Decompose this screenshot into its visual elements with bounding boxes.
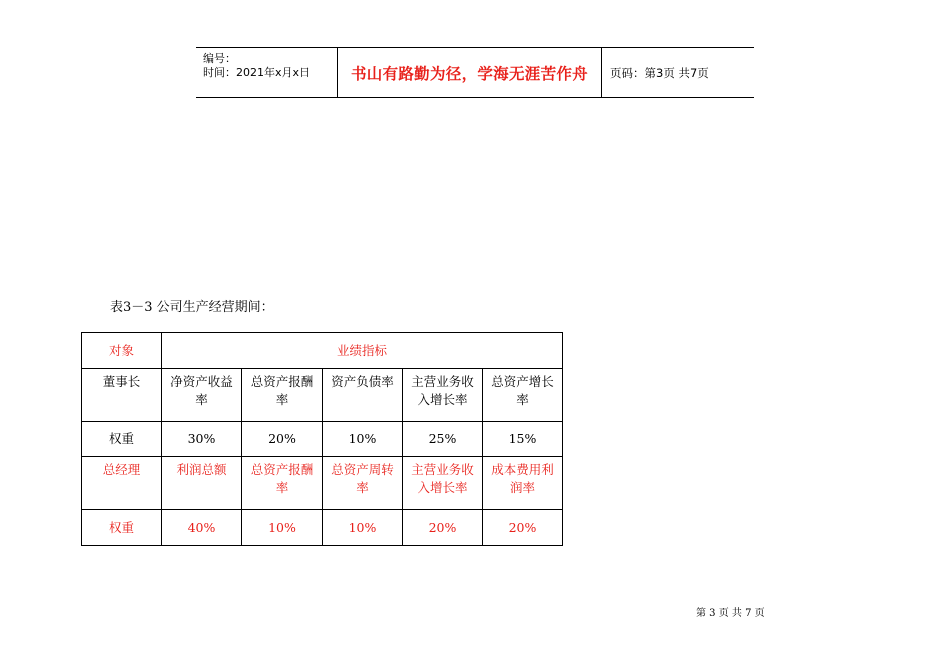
performance-table bbox=[81, 332, 563, 546]
board-weight-cell: 30% bbox=[162, 422, 242, 457]
gm-indicator-cell: 利润总额 bbox=[162, 457, 242, 510]
gm-indicator-cell: 总资产周转率 bbox=[323, 457, 403, 510]
gm-indicator-row bbox=[82, 457, 563, 510]
board-weight-row bbox=[82, 422, 563, 457]
board-weight-cell: 25% bbox=[403, 422, 483, 457]
board-label-cell: 董事长 bbox=[82, 369, 162, 422]
gm-indicator-cell: 总资产报酬率 bbox=[242, 457, 323, 510]
gm-weight-cell: 10% bbox=[323, 510, 403, 546]
gm-indicator-cell: 成本费用利润率 bbox=[483, 457, 563, 510]
number-label: 编号： bbox=[203, 52, 236, 65]
board-indicator-cell: 总资产报酬率 bbox=[242, 369, 323, 422]
board-weight-label-cell: 权重 bbox=[82, 422, 162, 457]
board-indicator-cell: 总资产增长率 bbox=[483, 369, 563, 422]
gm-weight-cell: 20% bbox=[403, 510, 483, 546]
gm-weight-cell: 20% bbox=[483, 510, 563, 546]
gm-weight-row bbox=[82, 510, 563, 546]
header-page-code: 页码：第3页 共7页 bbox=[610, 65, 709, 80]
header-object-cell: 对象 bbox=[82, 333, 162, 369]
table-header-row bbox=[82, 333, 563, 369]
time-label: 时间：2021年x月x日 bbox=[203, 66, 311, 79]
board-indicator-cell: 资产负债率 bbox=[323, 369, 403, 422]
page-footer: 第 3 页 共 7 页 bbox=[696, 608, 765, 619]
board-weight-cell: 20% bbox=[242, 422, 323, 457]
board-indicator-row bbox=[82, 369, 563, 422]
gm-indicator-cell: 主营业务收入增长率 bbox=[403, 457, 483, 510]
board-weight-cell: 15% bbox=[483, 422, 563, 457]
page-header bbox=[196, 47, 754, 98]
header-meta bbox=[196, 48, 338, 97]
gm-weight-label-cell: 权重 bbox=[82, 510, 162, 546]
header-indicator-cell: 业绩指标 bbox=[162, 333, 563, 369]
header-motto: 书山有路勤为径，学海无涯苦作舟 bbox=[338, 48, 602, 97]
board-weight-cell: 10% bbox=[323, 422, 403, 457]
gm-label-cell: 总经理 bbox=[82, 457, 162, 510]
gm-weight-cell: 40% bbox=[162, 510, 242, 546]
board-indicator-cell: 主营业务收入增长率 bbox=[403, 369, 483, 422]
gm-weight-cell: 10% bbox=[242, 510, 323, 546]
board-indicator-cell: 净资产收益率 bbox=[162, 369, 242, 422]
table-caption: 表3－3 公司生产经营期间： bbox=[110, 300, 274, 315]
